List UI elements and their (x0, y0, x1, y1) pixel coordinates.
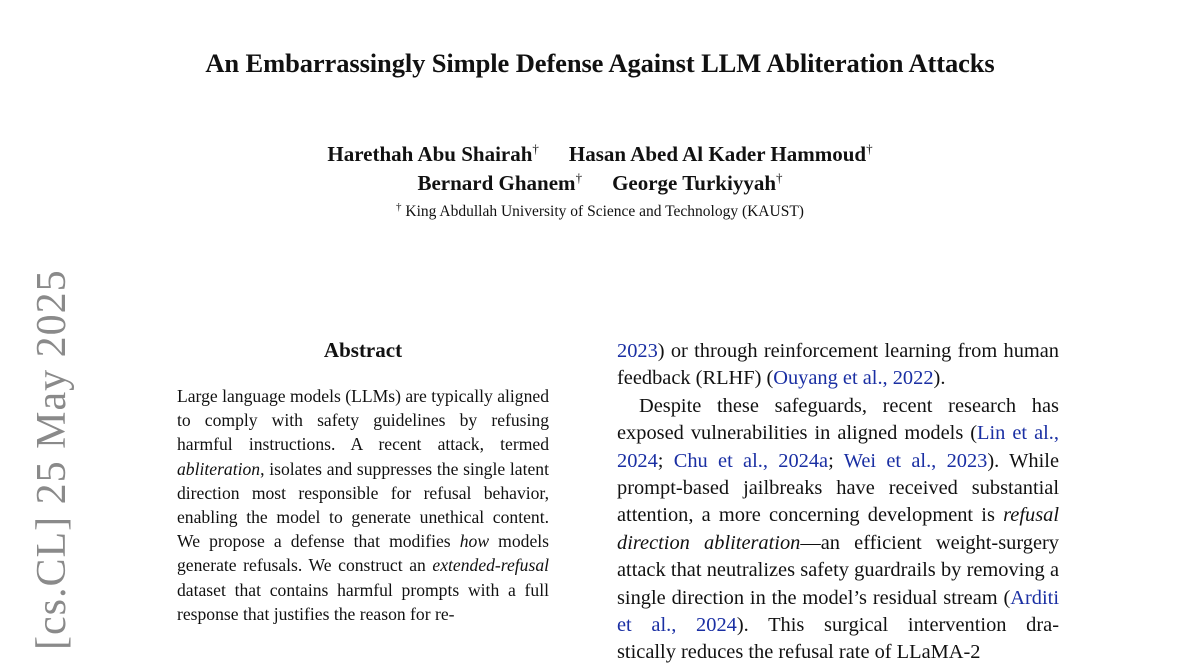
abstract-text: Large language models (LLMs) are typically aligned to comply with safety guidelines by refusing harmful instructions. A recent attack, termed (177, 386, 549, 455)
author-name: Harethah Abu Shairah (327, 142, 533, 166)
body-emphasis: refusal direction abliteration (617, 504, 1059, 554)
author-name: George Turkiyyah (612, 171, 777, 195)
body-paragraph (617, 338, 1059, 393)
abstract-heading: Abstract (323, 338, 403, 362)
abstract-text: , isolates and suppresses the single latent direction most responsible for refusal behavior, enabling the model to generate unethical content. We propose a defense that modifies (177, 458, 549, 552)
author-name: Bernard Ghanem (417, 171, 576, 195)
body-text: —an efficient weight-surgery attack that neutralizes safety guardrails by removing a single direction in the model’s residual stream ( (617, 531, 1059, 609)
author-list (0, 140, 1200, 198)
affiliation-mark: † (866, 141, 873, 156)
abstract-body (177, 384, 549, 626)
body-text: ). This surgical intervention dra- (736, 614, 1059, 637)
body-text: Despite these safeguards, recent research has exposed vulnerabilities in aligned models ( (617, 394, 1059, 445)
author-name: Hasan Abed Al Kader Hammoud (568, 142, 867, 166)
paper-title: An Embarrassingly Simple Defense Against LLM Abliteration Attacks (205, 48, 995, 78)
author-row-1 (0, 140, 1200, 169)
affiliation-text: King Abdullah University of Science and Technology (KAUST) (405, 203, 804, 220)
body-text: ). (933, 367, 946, 390)
abstract-text: models generate refusals. We construct an (177, 531, 549, 576)
citation-link[interactable]: Wei et al., 2023 (843, 449, 988, 472)
citation-link[interactable]: Ouyang et al., 2022 (773, 367, 934, 390)
body-text: ) or through reinforcement learning from human feedback (RLHF) ( (617, 340, 1059, 390)
arxiv-stamp: [cs.CL] 25 May 2025 (29, 269, 75, 650)
citation-separator: ; (657, 449, 674, 472)
affiliation-mark: † (532, 141, 539, 156)
citation-link[interactable]: Chu et al., 2024a (673, 449, 829, 472)
citation-link[interactable]: 2023 (617, 340, 658, 362)
citation-link[interactable]: Arditi et al., 2024 (617, 586, 1059, 637)
body-text-cut: stically reduces the refusal rate of LLaMA-2 (617, 641, 981, 664)
body-text: ). While prompt-based jailbreaks have received substantial attention, a more concerning development is (617, 449, 1059, 527)
affiliation-mark: † (396, 201, 402, 213)
citation-separator: ; (828, 449, 844, 472)
abstract-emphasis: abliteration (177, 458, 261, 479)
right-column (617, 338, 1059, 667)
abstract-text: dataset that contains harmful prompts with a full response that justifies the reason for re- (177, 579, 549, 624)
affiliation (0, 203, 1200, 221)
citation-link[interactable]: Lin et al., 2024 (617, 422, 1059, 472)
abstract-emphasis: how (459, 531, 490, 552)
affiliation-mark: † (776, 170, 783, 185)
author-row-2 (0, 169, 1200, 198)
affiliation-mark: † (575, 170, 583, 185)
abstract-emphasis: extended-refusal (432, 555, 549, 576)
body-paragraph (617, 393, 1059, 667)
